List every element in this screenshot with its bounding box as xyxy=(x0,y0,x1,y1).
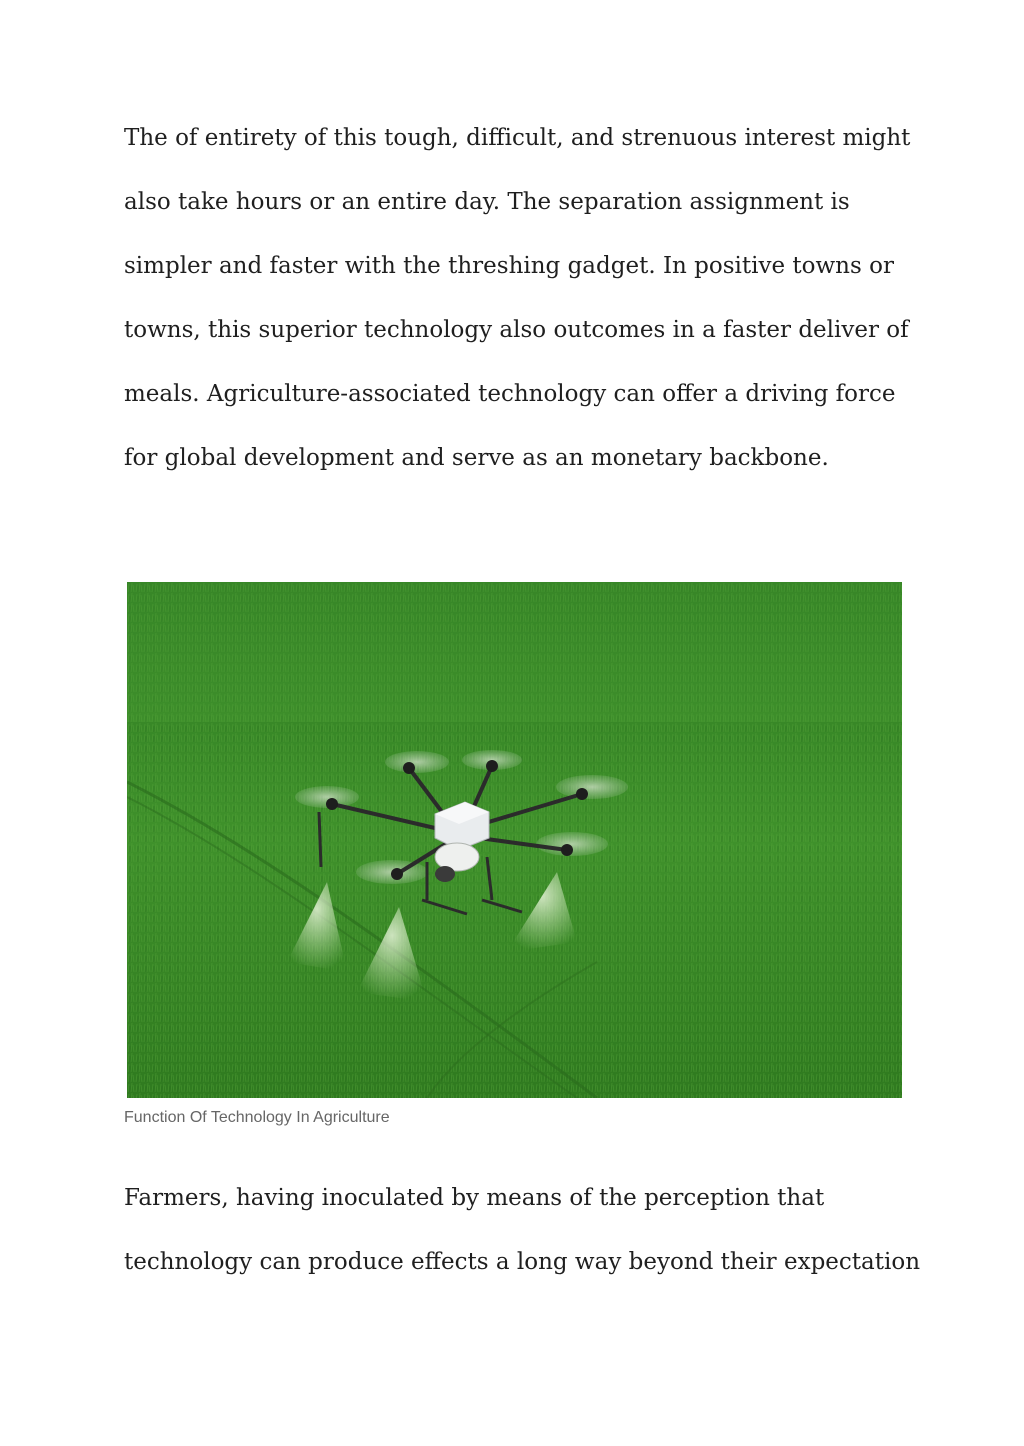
figure-caption: Function Of Technology In Agriculture xyxy=(124,1109,390,1126)
paragraph-line: towns, this superior technology also outcomes in a faster deliver of xyxy=(124,317,909,343)
paragraph-line: Farmers, having inoculated by means of the perception that xyxy=(124,1185,825,1211)
paragraph-line: for global development and serve as an monetary backbone. xyxy=(124,445,829,471)
paragraph-line: The of entirety of this tough, difficult, and strenuous interest might xyxy=(124,125,911,151)
paragraph-line: simpler and faster with the threshing gadget. In positive towns or xyxy=(124,253,894,279)
paragraph-line: technology can produce effects a long way beyond their expectation xyxy=(124,1249,921,1275)
drone-illustration xyxy=(127,582,902,1098)
drone-field-image xyxy=(127,582,902,1098)
paragraph-line: meals. Agriculture-associated technology can offer a driving force xyxy=(124,381,896,407)
paragraph-line: also take hours or an entire day. The separation assignment is xyxy=(124,189,850,215)
